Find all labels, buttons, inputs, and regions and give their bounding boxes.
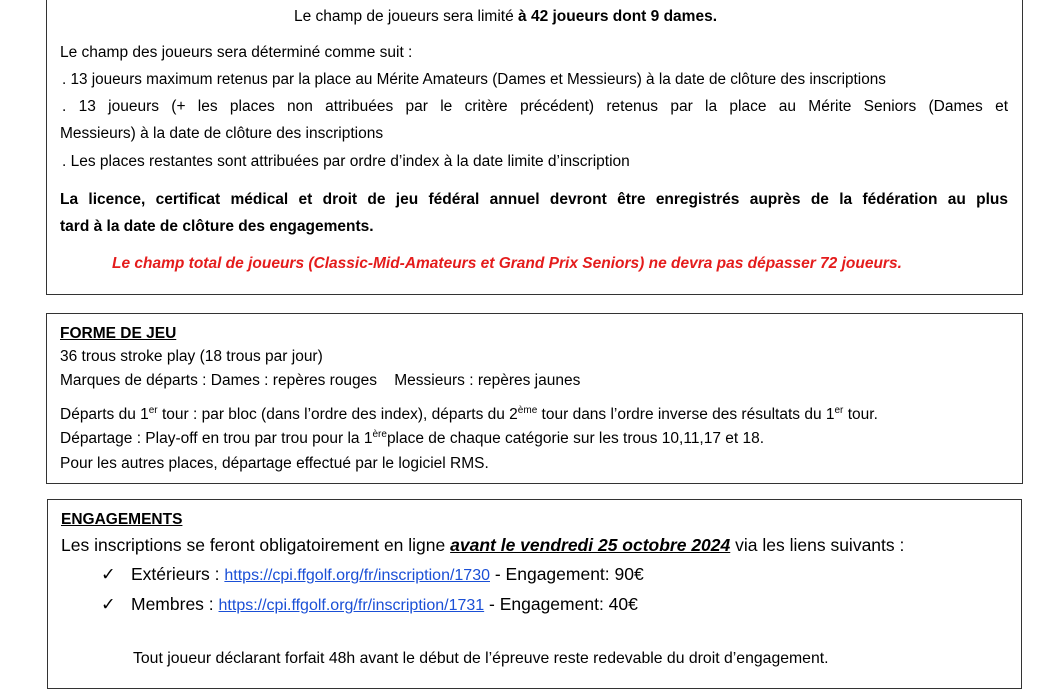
ext-label: Extérieurs : <box>131 564 225 584</box>
check-icon: ✓ <box>101 594 116 614</box>
forme-departage <box>60 429 764 449</box>
forme-departs <box>60 405 878 425</box>
mem-fee: - Engagement: 40€ <box>484 594 638 614</box>
field-licence-a: La licence, certificat médical et droit de jeu fédéral annuel devront être enregistrés auprès de la fédération au plus <box>60 191 1008 208</box>
departs-text-1: Départs du 1 <box>60 406 149 423</box>
mem-label: Membres : <box>131 594 219 614</box>
membres-link[interactable]: https://cpi.ffgolf.org/fr/inscription/1731 <box>218 597 485 614</box>
field-limit-prefix: Le champ de joueurs sera limité <box>294 8 519 25</box>
field-rule-1: . 13 joueurs maximum retenus par la place au Mérite Amateurs (Dames et Messieurs) à la date de clôture des inscriptions <box>62 71 886 88</box>
field-rule-3: . Les places restantes sont attribuées par ordre d’index à la date limite d’inscription <box>62 153 630 170</box>
forme-format: 36 trous stroke play (18 trous par jour) <box>60 348 323 365</box>
ext-fee: - Engagement: 90€ <box>490 564 644 584</box>
exterieurs-link[interactable]: https://cpi.ffgolf.org/fr/inscription/1730 <box>224 567 490 584</box>
field-rule-2b: Messieurs) à la date de clôture des inscriptions <box>60 125 384 142</box>
forme-title: FORME DE JEU <box>60 325 177 342</box>
departage-text-1: Départage : Play-off en trou par trou pour la 1 <box>60 430 373 447</box>
field-limit-bold: à 42 joueurs dont 9 dames. <box>518 8 717 25</box>
engagement-membres <box>101 594 638 616</box>
departage-text-2: place de chaque catégorie sur les trous 10,11,17 et 18. <box>386 430 765 447</box>
departs-text-4: tour. <box>843 406 878 423</box>
engagements-title: ENGAGEMENTS <box>61 511 183 528</box>
engagements-forfait: Tout joueur déclarant forfait 48h avant le début de l’épreuve reste redevable du droit d’engagement. <box>133 650 829 667</box>
departs-sup-2: ème <box>517 405 538 416</box>
forme-autres: Pour les autres places, départage effectué par le logiciel RMS. <box>60 455 489 472</box>
intro-text-2: via les liens suivants : <box>730 535 905 555</box>
intro-date: avant le vendredi 25 octobre 2024 <box>450 535 731 555</box>
engagement-exterieurs <box>101 564 644 586</box>
departs-sup-1: er <box>148 405 158 416</box>
engagements-intro <box>61 535 904 555</box>
check-icon: ✓ <box>101 564 116 584</box>
forme-marques: Marques de départs : Dames : repères rouges Messieurs : repères jaunes <box>60 372 581 389</box>
field-licence-b: tard à la date de clôture des engagements. <box>60 218 374 235</box>
departs-text-2: tour : par bloc (dans l’ordre des index), départs du 2 <box>157 406 518 423</box>
intro-text-1: Les inscriptions se feront obligatoirement en ligne <box>61 535 451 555</box>
departs-sup-3: er <box>834 405 844 416</box>
departs-text-3: tour dans l’ordre inverse des résultats du 1 <box>537 406 835 423</box>
departage-sup: ère <box>372 429 387 440</box>
field-total-note: Le champ total de joueurs (Classic-Mid-Amateurs et Grand Prix Seniors) ne devra pas dépasser 72 joueurs. <box>112 255 902 272</box>
field-rule-2a: . 13 joueurs (+ les places non attribuées par le critère précédent) retenus par la place au Mérite Seniors (Dames et <box>62 98 1008 115</box>
field-limit <box>294 7 717 27</box>
field-determined: Le champ des joueurs sera déterminé comme suit : <box>60 44 413 61</box>
